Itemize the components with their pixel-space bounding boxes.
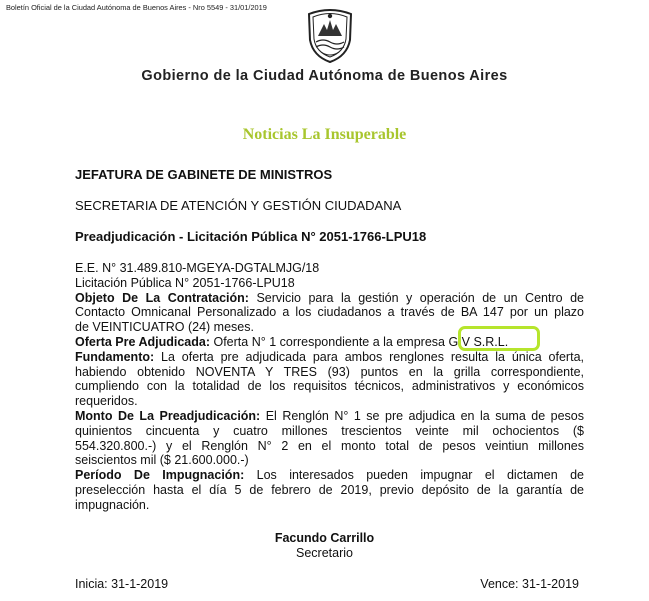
- oferta-label: Oferta Pre Adjudicada:: [75, 334, 210, 349]
- city-seal-icon: [303, 6, 357, 64]
- periodo-line-1: [75, 468, 584, 483]
- monto-label: Monto De La Preadjudicación:: [75, 408, 261, 423]
- monto-line-3: 554.320.800.-) y el Renglón N° 2 en el monto total de pesos veintiun millones: [75, 438, 584, 453]
- periodo-line-2: preselección hasta el día 5 de febrero de 2019, previo depósito de la garantía de: [75, 482, 584, 497]
- fundamento-text-1: La oferta pre adjudicada para ambos renglones resulta la única oferta,: [161, 349, 584, 364]
- bulletin-header: Boletín Oficial de la Ciudad Autónoma de Buenos Aires - Nro 5549 - 31/01/2019: [6, 3, 267, 12]
- monto-line-1: [75, 409, 584, 424]
- monto-text-1: El Renglón N° 1 se pre adjudica en la suma de pesos: [265, 408, 584, 423]
- government-title: Gobierno de la Ciudad Autónoma de Buenos Aires: [141, 68, 508, 84]
- periodo-text-1: Los interesados pueden impugnar el dictamen de: [256, 468, 584, 483]
- licitacion-line: Licitación Pública N° 2051-1766-LPU18: [75, 275, 295, 290]
- end-date: Vence: 31-1-2019: [480, 577, 579, 591]
- company-highlight-box: [458, 326, 540, 351]
- monto-line-4: seiscientos mil ($ 21.600.000.-): [75, 453, 249, 468]
- fundamento-line-1: [75, 350, 584, 365]
- objeto-line-2: Contacto Omnicanal Personalizado a los ciudadanos a través de BA 147 por un plazo: [75, 305, 584, 320]
- objeto-text-1: Servicio para la gestión y operación de un Centro de: [256, 290, 584, 305]
- document-body: [75, 261, 584, 513]
- objeto-label: Objeto De La Contratación:: [75, 290, 249, 305]
- oferta-text: Oferta N° 1 correspondiente a la empresa GIV S.R.L.: [213, 334, 509, 349]
- signer-role: Secretario: [296, 546, 353, 560]
- fundamento-line-4: requeridos.: [75, 394, 138, 409]
- fundamento-label: Fundamento:: [75, 349, 155, 364]
- watermark-text: Noticias La Insuperable: [242, 126, 407, 143]
- periodo-line-3: impugnación.: [75, 497, 150, 512]
- periodo-label: Período De Impugnación:: [75, 468, 245, 483]
- start-date: Inicia: 31-1-2019: [75, 577, 169, 591]
- ministry-heading: JEFATURA DE GABINETE DE MINISTROS: [75, 167, 333, 182]
- secretariat-heading: SECRETARIA DE ATENCIÓN Y GESTIÓN CIUDADANA: [75, 198, 402, 213]
- objeto-line-3: de VEINTICUATRO (24) meses.: [75, 320, 254, 335]
- monto-line-2: quinientos cincuenta y cuatro millones trescientos veinte mil ochocientos ($: [75, 423, 584, 438]
- fundamento-line-3: cumpliendo con la totalidad de los requisitos técnicos, administrativos y económicos: [75, 379, 584, 394]
- fundamento-line-2: habiendo obtenido NOVENTA Y TRES (93) puntos en la grilla correspondiente,: [75, 364, 584, 379]
- objeto-line-1: [75, 291, 584, 306]
- ee-line: E.E. N° 31.489.810-MGEYA-DGTALMJG/18: [75, 261, 320, 275]
- document-title: Preadjudicación - Licitación Pública N° 2051-1766-LPU18: [75, 229, 427, 244]
- signer-name: Facundo Carrillo: [274, 531, 375, 545]
